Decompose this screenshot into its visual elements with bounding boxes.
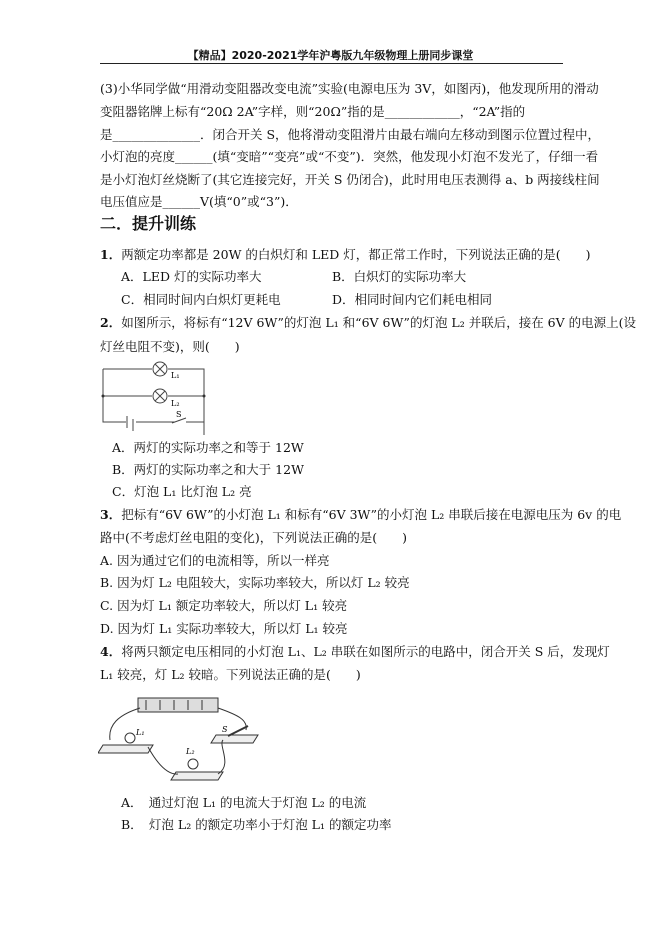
label-s: S [176,410,182,419]
label-l2: L₂ [186,747,195,756]
label-s: S [222,725,228,734]
q2-text: 如图所示，将标有“12V 6W”的灯泡 L₁ 和“6V 6W”的灯泡 L₂ 并联后，接在 6V 的电源上(设 [121,315,637,330]
q3-option-c: C. 因为灯 L₁ 额定功率较大，所以灯 L₁ 较亮 [100,598,348,613]
q1-text: 两额定功率都是 20W 的白炽灯和 LED 灯，都正常工作时，下列说法正确的是( ) [121,247,591,262]
q1-stem [100,247,591,263]
label-l2: L₂ [171,399,180,408]
q2-option-b: B．两灯的实际功率之和大于 12W [112,462,304,477]
q3-option-b: B. 因为灯 L₂ 电阻较大，实际功率较大，所以灯 L₂ 较亮 [100,575,410,590]
q4-stem [100,644,610,660]
series-circuit-picture [98,690,268,790]
parallel-circuit-diagram [100,360,210,435]
q1-option-c: C．相同时间内白炽灯更耗电 [121,292,281,307]
q2-stem-cont: 灯丝电阻不变)，则( ) [100,339,240,354]
q2-stem [100,315,636,331]
q2-option-c: C．灯泡 L₁ 比灯泡 L₂ 亮 [112,484,252,499]
q1-option-a: A．LED 灯的实际功率大 [121,269,262,284]
part3-line: 电压值应是______V(填“0”或“3”)． [100,194,298,209]
q2-number: 2． [100,315,122,330]
q4-number: 4． [100,644,122,659]
battery-icon [127,416,133,431]
bulb-l2-icon [188,759,198,769]
q1-number: 1． [100,247,122,262]
part3-line: (3)小华同学做“用滑动变阻器改变电流”实验(电源电压为 3V，如图丙)，他发现所用的滑动 [100,81,599,96]
q3-option-a: A. 因为通过它们的电流相等，所以一样亮 [100,553,330,568]
q3-stem [100,507,621,523]
header-rule [100,63,563,64]
part3-line: 小灯泡的亮度______(填“变暗”“变亮”或“不变”)．突然，他发现小灯泡不发光了，仔细一看 [100,149,599,164]
part3-line: 变阻器铭牌上标有“20Ω 2A”字样，则“20Ω”指的是____________，“2A”指的 [100,104,526,119]
q3-option-d: D. 因为灯 L₁ 实际功率较大，所以灯 L₁ 较亮 [100,621,348,636]
q1-option-d: D．相同时间内它们耗电相同 [332,292,493,307]
q4-stem-cont: L₁ 较亮，灯 L₂ 较暗。下列说法正确的是( ) [100,667,361,682]
part3-line: 是小灯泡灯丝烧断了(其它连接完好，开关 S 仍闭合)，此时用电压表测得 a、b 两接线柱间 [100,172,600,187]
q4-option-b: B． 灯泡 L₂ 的额定功率小于灯泡 L₁ 的额定功率 [121,817,392,832]
q4-option-a: A． 通过灯泡 L₁ 的电流大于灯泡 L₂ 的电流 [121,795,367,810]
part3-line: 是______________．闭合开关 S，他将滑动变阻滑片由最右端向左移动到图示位置过程中， [100,127,601,142]
q3-text: 把标有“6V 6W”的小灯泡 L₁ 和标有“6V 3W”的小灯泡 L₂ 串联后接在电源电压为 6v 的电 [121,507,622,522]
section-title: 二．提升训练 [100,214,197,233]
q2-option-a: A．两灯的实际功率之和等于 12W [112,440,304,455]
battery-pack-icon [138,698,218,712]
page-header: 【精品】2020-2021学年沪粤版九年级物理上册同步课堂 [187,49,474,62]
bulb-l1-icon [125,733,135,743]
label-l1: L₁ [171,371,180,380]
label-l1: L₁ [136,728,145,737]
q1-option-b: B．白炽灯的实际功率大 [332,269,467,284]
q4-text: 将两只额定电压相同的小灯泡 L₁、L₂ 串联在如图所示的电路中，闭合开关 S 后，发现灯 [121,644,610,659]
q3-number: 3． [100,507,122,522]
q3-stem-cont: 路中(不考虑灯丝电阻的变化)，下列说法正确的是( ) [100,530,408,545]
